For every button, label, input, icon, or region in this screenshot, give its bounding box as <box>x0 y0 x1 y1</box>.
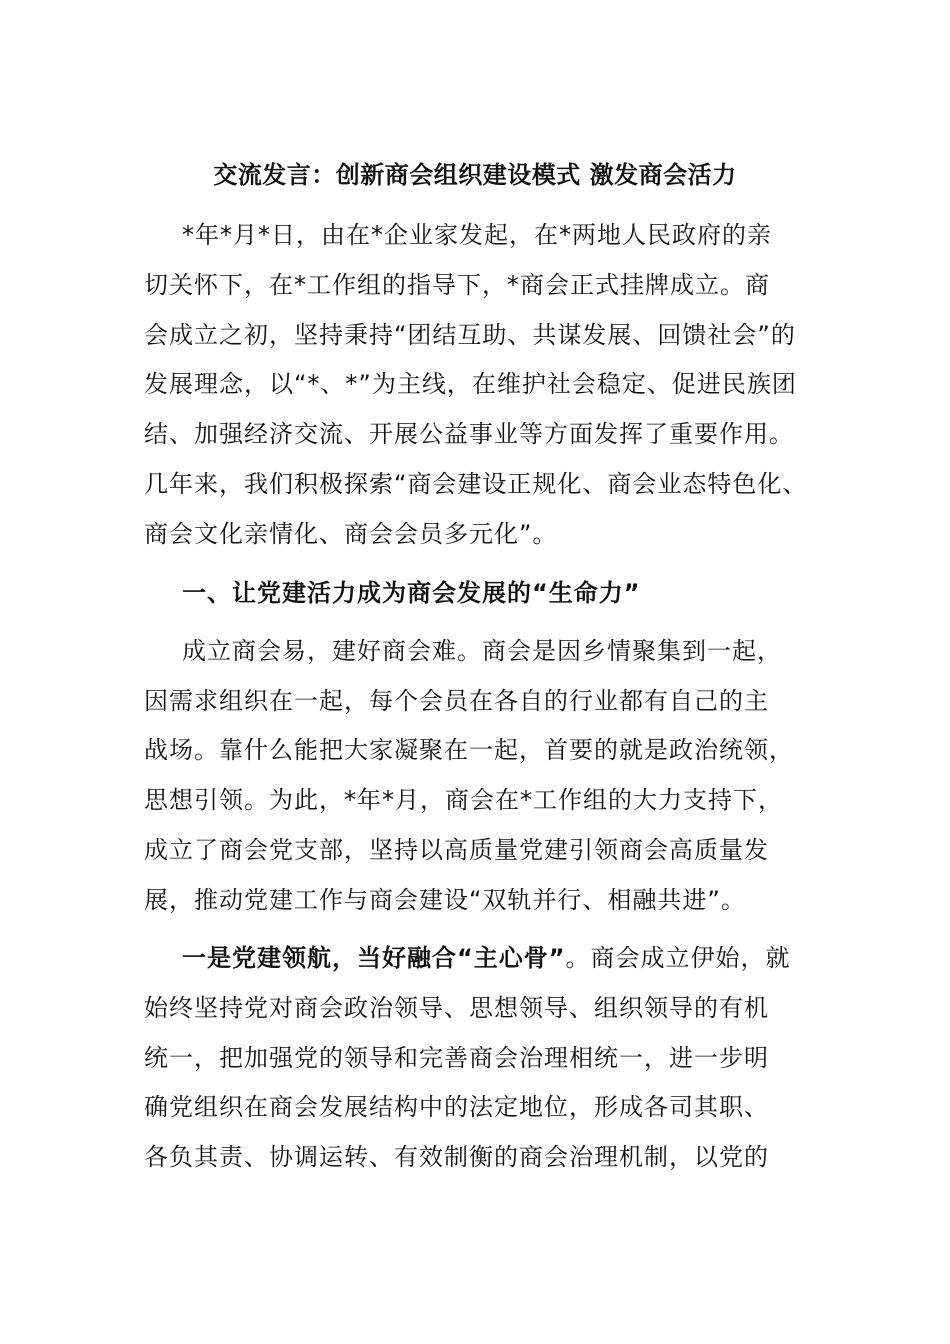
paragraph1-line: 发展理念，以“*、*”为主线，在维护社会稳定、促进民族团 <box>144 370 797 398</box>
section-heading: 一、让党建活力成为商会发展的“生命力” <box>182 579 641 607</box>
document-title: 交流发言：创新商会组织建设模式 激发商会活力 <box>213 161 737 189</box>
paragraph3-line: 始终坚持党对商会政治领导、思想领导、组织领导的有机 <box>144 994 769 1022</box>
paragraph3-line: 统一，把加强党的领导和完善商会治理相统一，进一步明 <box>144 1044 769 1072</box>
paragraph1-line: 几年来，我们积极探索“商会建设正规化、商会业态特色化、 <box>144 470 808 498</box>
paragraph3-lead-bold: 一是党建领航，当好融合“主心骨” <box>182 944 566 972</box>
paragraph1-line: 结、加强经济交流、开展公益事业等方面发挥了重要作用。 <box>144 420 794 448</box>
paragraph1-line: 商会文化亲情化、商会会员多元化”。 <box>144 520 558 548</box>
paragraph2-line: 展，推动党建工作与商会建设“双轨并行、相融共进”。 <box>144 886 746 914</box>
paragraph2-line: 因需求组织在一起，每个会员在各自的行业都有自己的主 <box>144 687 769 715</box>
paragraph1-line: 切关怀下，在*工作组的指导下，*商会正式挂牌成立。商 <box>144 271 770 299</box>
paragraph2-line: 思想引领。为此，*年*月，商会在*工作组的大力支持下， <box>144 786 783 814</box>
paragraph3-line: 各负其责、协调运转、有效制衡的商会治理机制，以党的 <box>144 1143 769 1171</box>
paragraph2-line: 成立商会易，建好商会难。商会是因乡情聚集到一起， <box>182 637 782 665</box>
paragraph1-line: 会成立之初，坚持秉持“团结互助、共谋发展、回馈社会”的 <box>144 321 796 349</box>
paragraph3-lead-rest: 。商会成立伊始，就 <box>565 944 791 972</box>
paragraph3-first-line <box>182 940 791 976</box>
paragraph3-line: 确党组织在商会发展结构中的法定地位，形成各司其职、 <box>144 1093 769 1121</box>
paragraph1-line: *年*月*日，由在*企业家发起，在*两地人民政府的亲 <box>182 221 772 249</box>
paragraph2-line: 成立了商会党支部，坚持以高质量党建引领商会高质量发 <box>144 836 769 864</box>
paragraph2-line: 战场。靠什么能把大家凝聚在一起，首要的就是政治统领， <box>144 736 794 764</box>
